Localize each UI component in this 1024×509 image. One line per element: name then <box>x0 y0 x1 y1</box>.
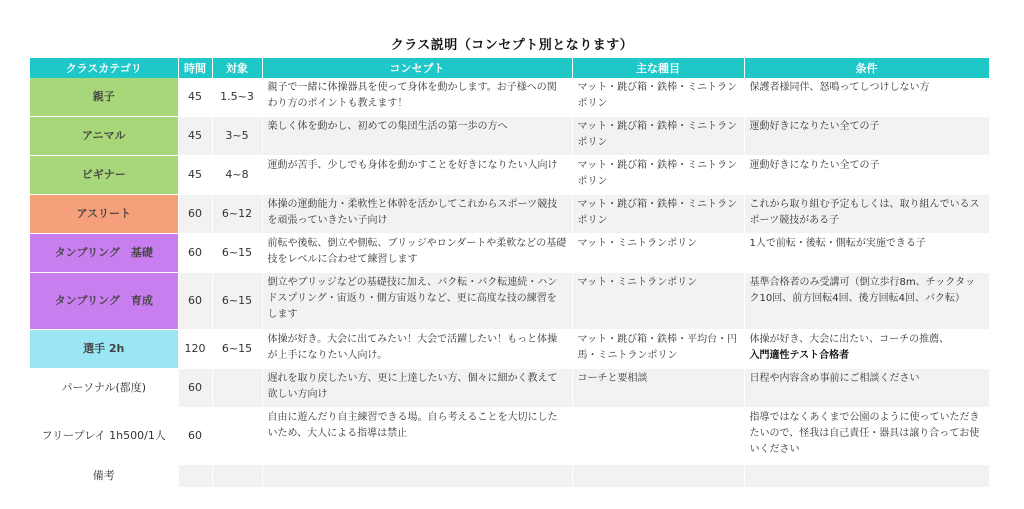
category-cell: パーソナル(都度) <box>30 369 178 408</box>
concept-cell: 楽しく体を動かし、初めての集団生活の第一歩の方へ <box>262 117 572 156</box>
target-cell: 3~5 <box>212 117 262 156</box>
target-cell: 6~15 <box>212 330 262 369</box>
header-target: 対象 <box>212 58 262 78</box>
category-cell: フリープレイ 1h500/1人 <box>30 408 178 465</box>
header-events: 主な種目 <box>572 58 744 78</box>
condition-cell: 運動好きになりたい全ての子 <box>744 156 989 195</box>
time-cell: 60 <box>178 369 212 408</box>
condition-cell: 1人で前転・後転・側転が実施できる子 <box>744 234 989 273</box>
condition-cell: 運動好きになりたい全ての子 <box>744 117 989 156</box>
time-cell: 60 <box>178 234 212 273</box>
condition-cell: これから取り組む予定もしくは、取り組んでいるスポーツ競技がある子 <box>744 195 989 234</box>
target-cell: 6~12 <box>212 195 262 234</box>
table-row <box>30 465 989 488</box>
condition-cell <box>744 465 989 488</box>
time-cell: 45 <box>178 78 212 117</box>
category-cell: タンブリング 育成 <box>30 273 178 330</box>
condition-cell: 指導ではなくあくまで公園のように使っていただきたいので、怪我は自己責任・器具は譲り合ってお使いください <box>744 408 989 465</box>
table-row <box>30 78 989 117</box>
header-condition: 条件 <box>744 58 989 78</box>
category-cell: アスリート <box>30 195 178 234</box>
table-row <box>30 273 989 330</box>
events-cell: コーチと要相談 <box>572 369 744 408</box>
page-title: クラス説明（コンセプト別となります） <box>390 38 634 53</box>
condition-cell <box>744 330 989 369</box>
concept-cell: 倒立やブリッジなどの基礎技に加え、バク転・バク転連続・ハンドスプリング・宙返り・側方宙返りなど、更に高度な技の練習をします <box>262 273 572 330</box>
concept-cell: 前転や後転、倒立や側転、ブリッジやロンダートや柔軟などの基礎技をレベルに合わせて練習します <box>262 234 572 273</box>
condition-cell: 保護者様同伴、怒鳴ってしつけしない方 <box>744 78 989 117</box>
events-cell: マット・跳び箱・鉄棒・ミニトランポリン <box>572 195 744 234</box>
target-cell: 1.5~3 <box>212 78 262 117</box>
concept-cell <box>262 465 572 488</box>
concept-cell: 体操が好き。大会に出てみたい！大会で活躍したい！もっと体操が上手になりたい人向け。 <box>262 330 572 369</box>
concept-cell: 運動が苦手、少しでも身体を動かすことを好きになりたい人向け <box>262 156 572 195</box>
time-cell <box>178 465 212 488</box>
header-row <box>30 58 989 78</box>
class-table <box>30 58 990 488</box>
time-cell: 120 <box>178 330 212 369</box>
time-cell: 60 <box>178 408 212 465</box>
category-cell: 選手 2h <box>30 330 178 369</box>
table-row <box>30 117 989 156</box>
condition-cell: 日程や内容含め事前にご相談ください <box>744 369 989 408</box>
target-cell: 6~15 <box>212 273 262 330</box>
events-cell: マット・ミニトランポリン <box>572 273 744 330</box>
header-concept: コンセプト <box>262 58 572 78</box>
target-cell <box>212 408 262 465</box>
category-cell: ビギナー <box>30 156 178 195</box>
concept-cell: 遅れを取り戻したい方、更に上達したい方、個々に細かく教えて欲しい方向け <box>262 369 572 408</box>
table-row <box>30 330 989 369</box>
category-cell: タンブリング 基礎 <box>30 234 178 273</box>
concept-cell: 自由に遊んだり自主練習できる場。自ら考えることを大切にしたいため、大人による指導は禁止 <box>262 408 572 465</box>
table-row <box>30 408 989 465</box>
events-cell <box>572 408 744 465</box>
time-cell: 45 <box>178 117 212 156</box>
condition-bold-text: 入門適性テスト合格者 <box>749 350 850 361</box>
time-cell: 45 <box>178 156 212 195</box>
header-category: クラスカテゴリ <box>30 58 178 78</box>
events-cell <box>572 465 744 488</box>
table-row <box>30 195 989 234</box>
events-cell: マット・ミニトランポリン <box>572 234 744 273</box>
time-cell: 60 <box>178 273 212 330</box>
header-time: 時間 <box>178 58 212 78</box>
table-row <box>30 156 989 195</box>
events-cell: マット・跳び箱・鉄棒・ミニトランポリン <box>572 156 744 195</box>
events-cell: マット・跳び箱・鉄棒・ミニトランポリン <box>572 117 744 156</box>
condition-text: 体操が好き、大会に出たい、コーチの推薦、 <box>749 334 950 345</box>
time-cell: 60 <box>178 195 212 234</box>
table-row <box>30 369 989 408</box>
category-cell: アニマル <box>30 117 178 156</box>
events-cell: マット・跳び箱・鉄棒・ミニトランポリン <box>572 78 744 117</box>
category-cell: 親子 <box>30 78 178 117</box>
target-cell <box>212 369 262 408</box>
target-cell: 6~15 <box>212 234 262 273</box>
events-cell: マット・跳び箱・鉄棒・平均台・円馬・ミニトランポリン <box>572 330 744 369</box>
table-row <box>30 234 989 273</box>
target-cell: 4~8 <box>212 156 262 195</box>
category-cell: 備考 <box>30 465 178 488</box>
target-cell <box>212 465 262 488</box>
concept-cell: 体操の運動能力・柔軟性と体幹を活かしてこれからスポーツ競技を頑張っていきたい子向け <box>262 195 572 234</box>
condition-cell: 基準合格者のみ受講可（倒立歩行8m、チックタック10回、前方回転4回、後方回転4回、バク転） <box>744 273 989 330</box>
concept-cell: 親子で一緒に体操器具を使って身体を動かします。お子様への関わり方のポイントも教えます！ <box>262 78 572 117</box>
